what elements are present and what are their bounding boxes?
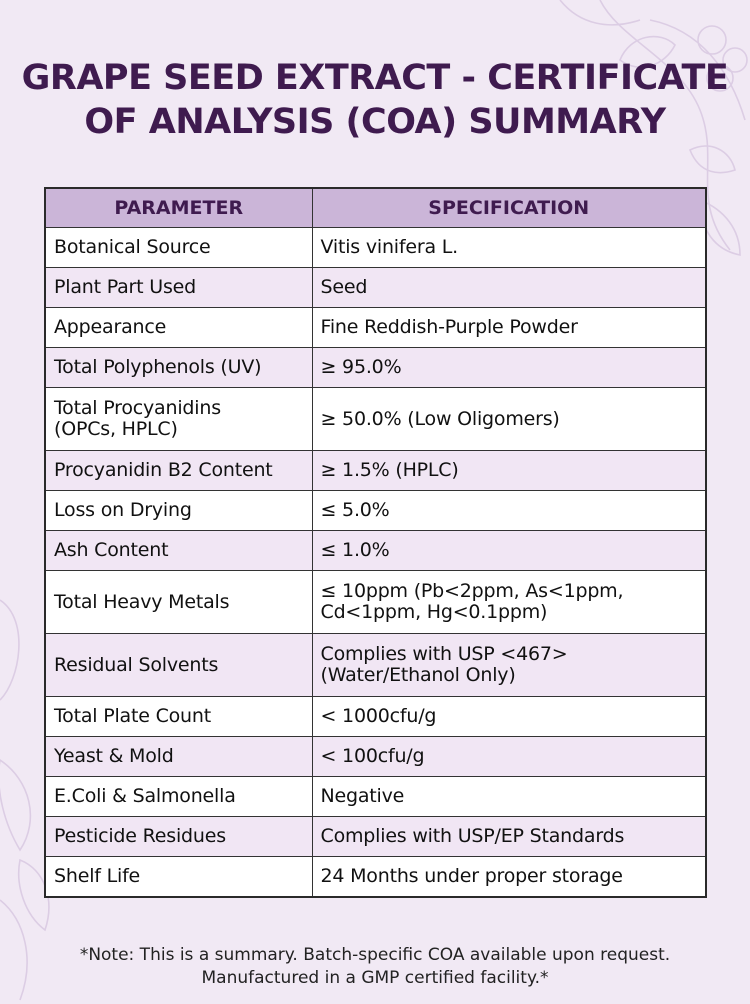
parameter-cell-line: Residual Solvents (54, 653, 219, 676)
specification-cell (312, 348, 706, 388)
specification-cell (312, 531, 706, 571)
parameter-cell (45, 857, 312, 898)
table-row (45, 737, 706, 777)
parameter-cell (45, 348, 312, 388)
parameter-cell (45, 817, 312, 857)
parameter-cell-line: Pesticide Residues (54, 825, 226, 847)
specification-cell-line: Fine Reddish-Purple Powder (320, 316, 578, 338)
coa-table (44, 187, 707, 898)
table-row (45, 531, 706, 571)
specification-cell-line: Complies with USP <467> (320, 643, 568, 665)
parameter-cell (45, 531, 312, 571)
table-row (45, 634, 706, 697)
specification-cell-line: ≥ 50.0% (Low Oligomers) (320, 407, 560, 430)
parameter-cell-line: Total Plate Count (54, 705, 211, 727)
parameter-cell-line: Loss on Drying (54, 499, 192, 521)
footnote-line-1: *Note: This is a summary. Batch-specific COA available upon request. (79, 945, 671, 965)
specification-cell (312, 571, 706, 634)
specification-cell (312, 817, 706, 857)
parameter-cell-line: Botanical Source (54, 236, 211, 258)
specification-cell-line: Cd<1ppm, Hg<0.1ppm) (320, 601, 548, 623)
parameter-cell-line: E.Coli & Salmonella (54, 785, 236, 807)
parameter-cell (45, 491, 312, 531)
specification-cell (312, 697, 706, 737)
footnote-line-2: Manufactured in a GMP certified facility.* (201, 968, 549, 988)
table-row (45, 777, 706, 817)
parameter-cell (45, 228, 312, 268)
column-header-parameter: PARAMETER (45, 188, 312, 228)
parameter-cell-line: Yeast & Mold (54, 745, 174, 767)
specification-cell-line: ≤ 1.0% (320, 539, 390, 561)
specification-cell (312, 857, 706, 898)
table-row (45, 348, 706, 388)
specification-cell (312, 388, 706, 451)
parameter-cell (45, 308, 312, 348)
specification-cell (312, 451, 706, 491)
specification-cell (312, 777, 706, 817)
table-row (45, 228, 706, 268)
table-row (45, 451, 706, 491)
parameter-cell (45, 777, 312, 817)
parameter-cell-line: Total Heavy Metals (54, 590, 230, 613)
parameter-cell (45, 451, 312, 491)
specification-cell-line: Negative (320, 785, 405, 807)
specification-cell (312, 308, 706, 348)
parameter-cell-line: Total Polyphenols (UV) (54, 356, 262, 378)
specification-cell (312, 634, 706, 697)
page-title (20, 56, 730, 144)
table-row (45, 308, 706, 348)
parameter-cell-line: Ash Content (54, 539, 169, 561)
specification-cell (312, 737, 706, 777)
table-row (45, 857, 706, 898)
parameter-cell-line: Total Procyanidins (54, 397, 221, 419)
specification-cell-line: Complies with USP/EP Standards (320, 825, 625, 847)
table-row (45, 697, 706, 737)
specification-cell-line: 24 Months under proper storage (320, 865, 623, 887)
table-body (45, 228, 706, 898)
specification-cell-line: Seed (320, 276, 368, 298)
specification-cell-line: (Water/Ethanol Only) (320, 664, 516, 686)
parameter-cell (45, 268, 312, 308)
specification-cell (312, 228, 706, 268)
parameter-cell (45, 388, 312, 451)
specification-cell-line: ≤ 5.0% (320, 499, 390, 521)
parameter-cell (45, 697, 312, 737)
parameter-cell-line: (OPCs, HPLC) (54, 418, 178, 440)
specification-cell-line: ≤ 10ppm (Pb<2ppm, As<1ppm, (320, 580, 624, 602)
parameter-cell (45, 571, 312, 634)
specification-cell-line: Vitis vinifera L. (320, 236, 458, 258)
specification-cell (312, 268, 706, 308)
table-row (45, 268, 706, 308)
table-row (45, 817, 706, 857)
footnote (20, 944, 730, 990)
column-header-specification: SPECIFICATION (312, 188, 706, 228)
table-header-row (45, 188, 706, 228)
table-row (45, 571, 706, 634)
table-row (45, 388, 706, 451)
specification-cell-line: < 1000cfu/g (320, 705, 437, 727)
title-line-1: GRAPE SEED EXTRACT - CERTIFICATE (21, 58, 729, 98)
specification-cell-line: ≥ 1.5% (HPLC) (320, 459, 459, 481)
table-row (45, 491, 706, 531)
parameter-cell-line: Appearance (54, 316, 167, 338)
specification-cell (312, 491, 706, 531)
parameter-cell (45, 737, 312, 777)
title-line-2: OF ANALYSIS (COA) SUMMARY (84, 102, 666, 142)
parameter-cell-line: Plant Part Used (54, 276, 197, 298)
specification-cell-line: < 100cfu/g (320, 745, 425, 767)
parameter-cell-line: Procyanidin B2 Content (54, 459, 273, 481)
parameter-cell (45, 634, 312, 697)
specification-cell-line: ≥ 95.0% (320, 356, 402, 378)
parameter-cell-line: Shelf Life (54, 865, 141, 887)
